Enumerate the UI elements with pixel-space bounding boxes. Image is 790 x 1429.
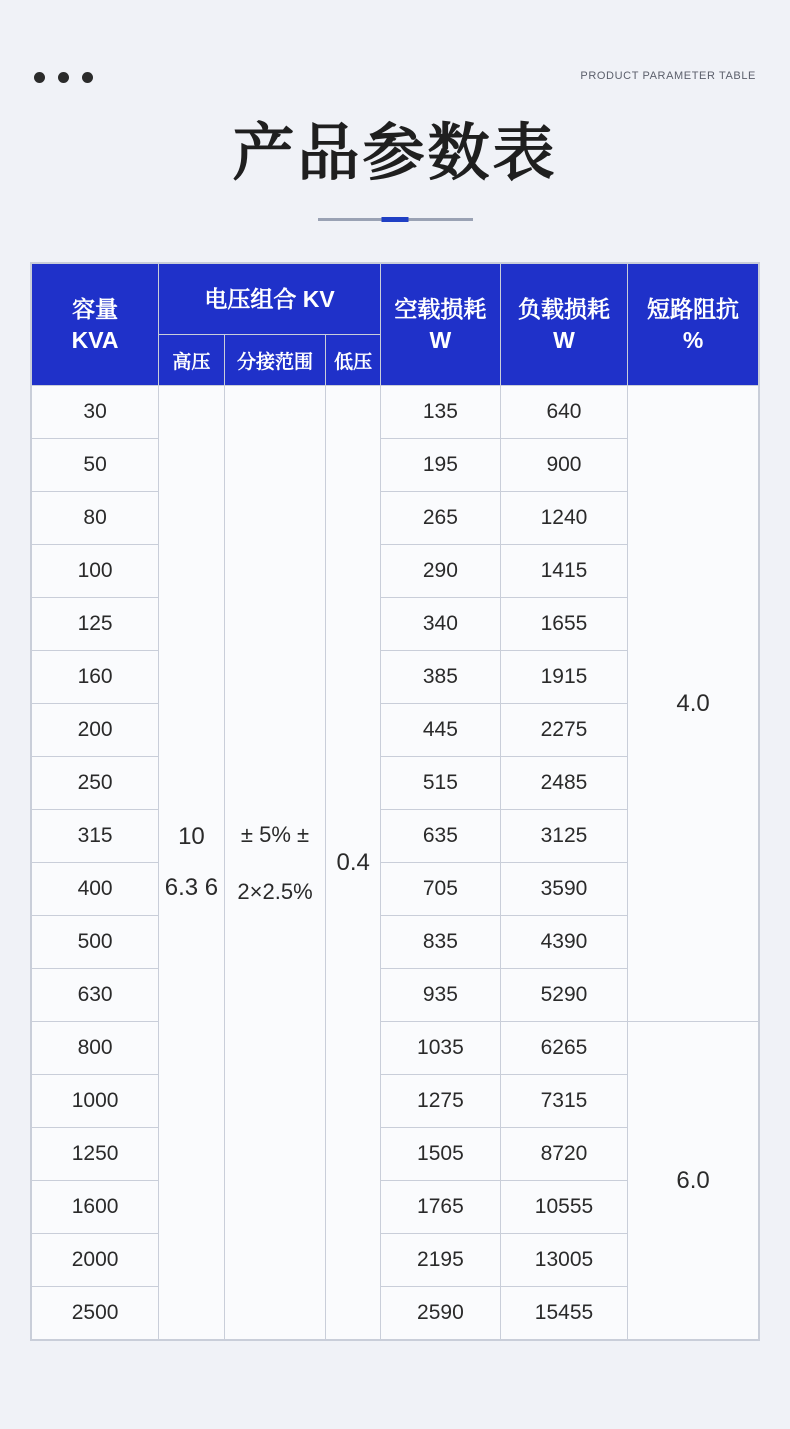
cell-load-loss: 2485 — [500, 757, 627, 810]
cell-no-load-loss: 2590 — [380, 1287, 500, 1340]
cell-load-loss: 7315 — [500, 1075, 627, 1128]
cell-no-load-loss: 1035 — [380, 1022, 500, 1075]
th-load-loss — [500, 264, 627, 386]
cell-capacity: 200 — [32, 704, 159, 757]
cell-capacity: 50 — [32, 439, 159, 492]
cell-capacity: 1600 — [32, 1181, 159, 1234]
cell-capacity: 2000 — [32, 1234, 159, 1287]
cell-load-loss: 3125 — [500, 810, 627, 863]
english-subtitle: PRODUCT PARAMETER TABLE — [580, 70, 756, 82]
cell-tap-range-merged — [224, 386, 326, 1340]
hv-value-1: 10 — [178, 823, 205, 851]
th-hv: 高压 — [159, 335, 224, 386]
cell-capacity: 100 — [32, 545, 159, 598]
cell-load-loss: 6265 — [500, 1022, 627, 1075]
th-voltage-group: 电压组合 KV — [159, 264, 381, 335]
cell-load-loss: 5290 — [500, 969, 627, 1022]
cell-load-loss: 3590 — [500, 863, 627, 916]
cell-load-loss: 2275 — [500, 704, 627, 757]
cell-impedance-group-2: 6.0 — [628, 1022, 759, 1340]
page-title: 产品参数表 — [232, 119, 558, 188]
cell-load-loss: 15455 — [500, 1287, 627, 1340]
cell-no-load-loss: 635 — [380, 810, 500, 863]
th-no-load-loss-line1: 空载损耗 — [394, 295, 487, 322]
cell-load-loss: 4390 — [500, 916, 627, 969]
cell-capacity: 315 — [32, 810, 159, 863]
cell-capacity: 630 — [32, 969, 159, 1022]
cell-load-loss: 10555 — [500, 1181, 627, 1234]
cell-capacity: 160 — [32, 651, 159, 704]
cell-load-loss: 13005 — [500, 1234, 627, 1287]
cell-capacity: 400 — [32, 863, 159, 916]
cell-no-load-loss: 705 — [380, 863, 500, 916]
cell-load-loss: 900 — [500, 439, 627, 492]
table-row — [32, 386, 759, 439]
parameter-table-container — [30, 262, 760, 1341]
header-row-1 — [32, 264, 759, 335]
th-capacity — [32, 264, 159, 386]
cell-capacity: 250 — [32, 757, 159, 810]
table-row — [32, 1022, 759, 1075]
th-no-load-loss-line2: W — [429, 326, 452, 353]
th-load-loss-line1: 负载损耗 — [517, 295, 610, 322]
dot-1 — [34, 72, 45, 83]
cell-no-load-loss: 835 — [380, 916, 500, 969]
cell-load-loss: 8720 — [500, 1128, 627, 1181]
th-load-loss-line2: W — [553, 326, 575, 353]
th-capacity-line1: 容量 — [72, 295, 119, 322]
hv-value-2: 6.3 — [164, 873, 199, 901]
cell-capacity: 800 — [32, 1022, 159, 1075]
cell-no-load-loss: 935 — [380, 969, 500, 1022]
cell-load-loss: 1655 — [500, 598, 627, 651]
th-capacity-line2: KVA — [71, 326, 119, 353]
cell-no-load-loss: 1765 — [380, 1181, 500, 1234]
th-lv: 低压 — [326, 335, 381, 386]
hv-value-3: 6 — [204, 873, 219, 901]
cell-capacity: 2500 — [32, 1287, 159, 1340]
tap-value-1: ± 5% — [240, 821, 291, 847]
cell-capacity: 30 — [32, 386, 159, 439]
dot-3 — [82, 72, 93, 83]
cell-no-load-loss: 195 — [380, 439, 500, 492]
dot-2 — [58, 72, 69, 83]
tap-value-2: ± 2×2.5% — [237, 821, 313, 904]
decorative-dots — [34, 72, 93, 83]
cell-no-load-loss: 1275 — [380, 1075, 500, 1128]
cell-no-load-loss: 515 — [380, 757, 500, 810]
cell-impedance-group-1: 4.0 — [628, 386, 759, 1022]
cell-capacity: 1000 — [32, 1075, 159, 1128]
th-impedance-line1: 短路阻抗 — [647, 295, 740, 322]
th-impedance — [628, 264, 759, 386]
parameter-table — [31, 263, 759, 1340]
cell-no-load-loss: 265 — [380, 492, 500, 545]
cell-no-load-loss: 135 — [380, 386, 500, 439]
cell-load-loss: 1915 — [500, 651, 627, 704]
cell-no-load-loss: 290 — [380, 545, 500, 598]
cell-no-load-loss: 2195 — [380, 1234, 500, 1287]
cell-no-load-loss: 385 — [380, 651, 500, 704]
cell-capacity: 500 — [32, 916, 159, 969]
cell-no-load-loss: 340 — [380, 598, 500, 651]
cell-load-loss: 1240 — [500, 492, 627, 545]
cell-hv-merged — [159, 386, 224, 1340]
cell-capacity: 125 — [32, 598, 159, 651]
title-divider — [318, 218, 473, 221]
table-head — [32, 264, 759, 386]
th-impedance-line2: % — [682, 326, 704, 353]
table-body — [32, 386, 759, 1340]
cell-capacity: 80 — [32, 492, 159, 545]
cell-capacity: 1250 — [32, 1128, 159, 1181]
page-header — [0, 0, 790, 110]
cell-no-load-loss: 1505 — [380, 1128, 500, 1181]
cell-no-load-loss: 445 — [380, 704, 500, 757]
cell-lv-merged: 0.4 — [326, 386, 381, 1340]
th-tap-range: 分接范围 — [224, 335, 326, 386]
th-no-load-loss — [380, 264, 500, 386]
cell-load-loss: 1415 — [500, 545, 627, 598]
cell-load-loss: 640 — [500, 386, 627, 439]
